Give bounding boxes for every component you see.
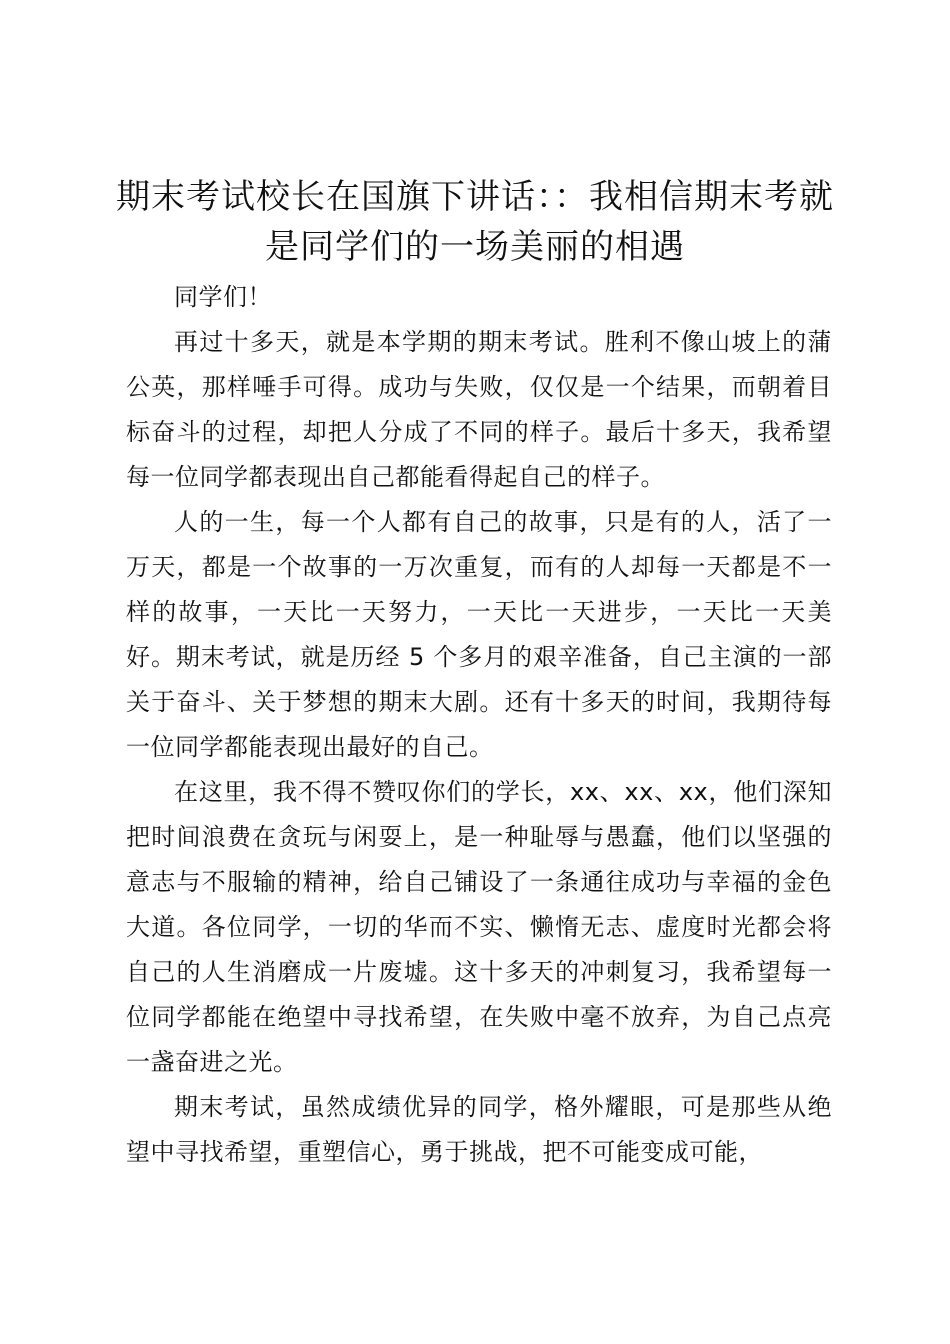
document-body — [126, 275, 832, 1175]
paragraph-2: 人的一生，每一个人都有自己的故事，只是有的人，活了一万天，都是一个故事的一万次重复，而有的人却每一天都是不一样的故事，一天比一天努力，一天比一天进步，一天比一天美好。期末考试，就是历经 5 个多月的艰辛准备，自己主演的一部关于奋斗、关于梦想的期末大剧。还有十多天的时间，我期待每一位同学都能表现出最好的自己。 — [126, 508, 832, 761]
paragraph-3: 在这里，我不得不赞叹你们的学长，xx、xx、xx，他们深知把时间浪费在贪玩与闲耍上，是一种耻辱与愚蠢，他们以坚强的意志与不服输的精神，给自己铺设了一条通往成功与幸福的金色大道。各位同学，一切的华而不实、懒惰无志、虚度时光都会将自己的人生消磨成一片废墟。这十多天的冲刺复习，我希望每一位同学都能在绝望中寻找希望，在失败中毫不放弃，为自己点亮一盏奋进之光。 — [126, 778, 832, 1076]
paragraph-1: 再过十多天，就是本学期的期末考试。胜利不像山坡上的蒲公英，那样唾手可得。成功与失败，仅仅是一个结果，而朝着目标奋斗的过程，却把人分成了不同的样子。最后十多天，我希望每一位同学都表现出自己都能看得起自己的样子。 — [126, 328, 832, 491]
paragraph-greeting: 同学们！ — [174, 283, 272, 311]
document-title: 期末考试校长在国旗下讲话：：我相信期末考就是同学们的一场美丽的相遇 — [116, 177, 834, 267]
paragraph-4: 期末考试，虽然成绩优异的同学，格外耀眼，可是那些从绝望中寻找希望，重塑信心，勇于挑战，把不可能变成可能， — [126, 1093, 832, 1166]
